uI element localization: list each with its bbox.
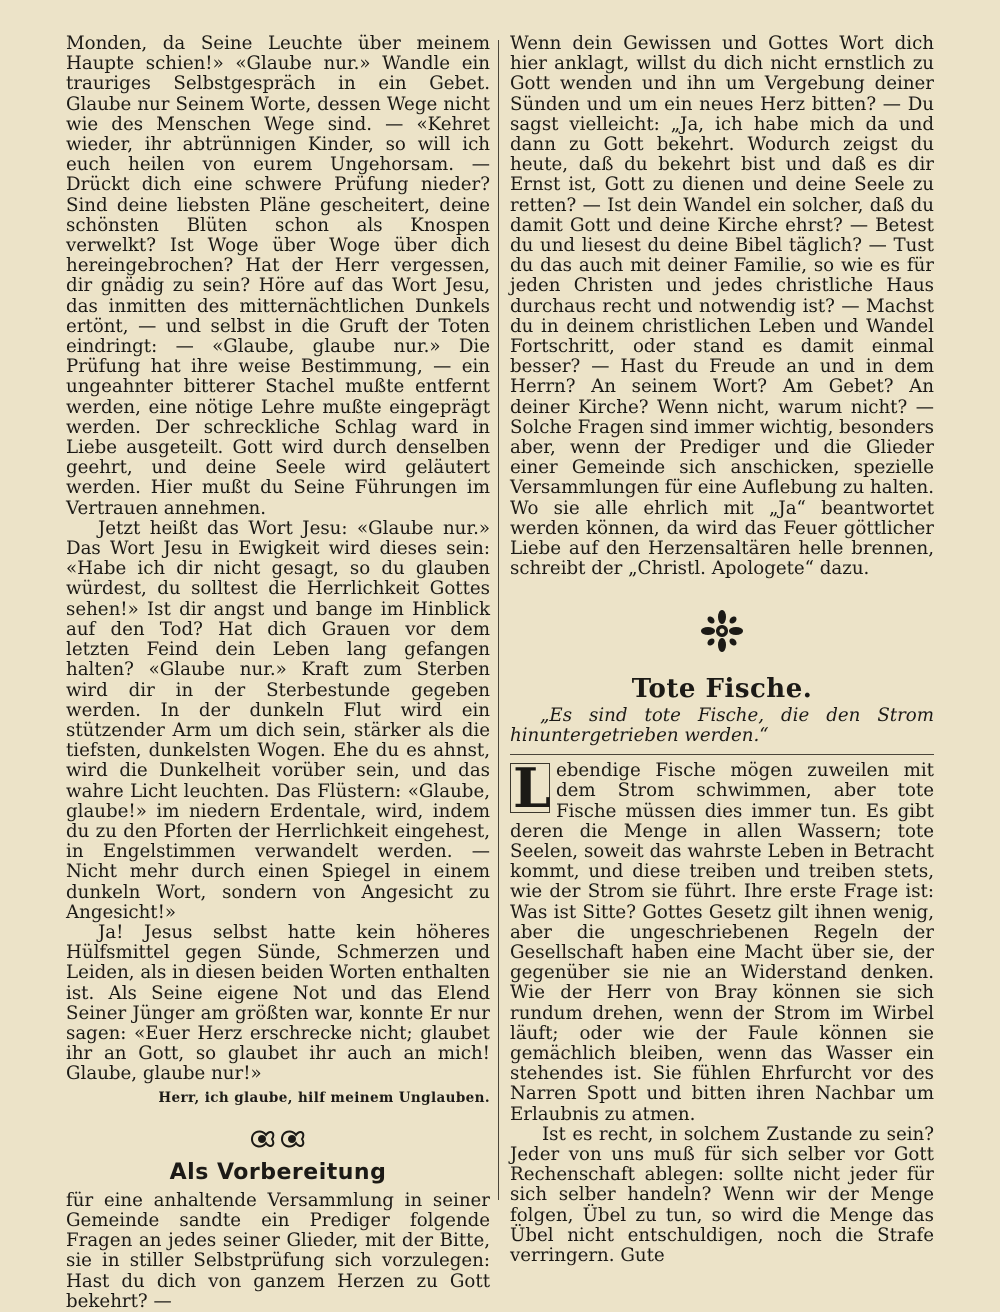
column-divider xyxy=(498,40,499,1200)
left-paragraph-3: Ja! Jesus selbst hatte kein höheres Hülfsmittel gegen Sünde, Schmerzen und Leiden, als in diesen beiden Worten enthalten ist. Als Seine eigene Not und das Elend Seiner Jünger am größten war, konnte Er nur sagen: «Euer Herz erschrecke nicht; glaubet ihr an Gott, so glaubet ihr auch an mich! Glaube, glaube nur!» xyxy=(66,921,490,1085)
left-paragraph-1: Monden, da Seine Leuchte über meinem Haupte schien!» «Glaube nur.» Wandle ein trauriges Selbstgespräch in ein Gebet. Glaube nur Seinem Worte, dessen Wege nicht wie des Menschen Wege sind. — «Kehret wieder, ihr abtrünnigen Kinder, so will ich euch heilen von eurem Ungehorsam. — Drückt dich eine schwere Prüfung nieder? Sind deine liebsten Pläne gescheitert, deine schönsten Blüten schon als Knospen verwelkt? Ist Woge über Woge über dich hereingebrochen? Hat der Herr vergessen, dir gnädig zu sein? Höre auf das Wort Jesu, das inmitten des mitternächtlichen Dunkels ertönt, — und selbst in die Gruft der Toten eindringt: — «Glaube, glaube nur.» Die Prüfung hat ihre weise Bestimmung, — ein ungeahnter bitterer Stachel mußte entfernt werden, eine nötige Lehre mußte eingeprägt werden. Der schreckliche Schlag ward in Liebe ausgeteilt. Gott wird durch denselben geehrt, und deine Seele wird geläutert werden. Hier mußt du Seine Führungen im Vertrauen annehmen. xyxy=(66,33,490,519)
ornament-divider-right xyxy=(510,609,934,653)
floral-ornament-icon xyxy=(696,609,748,653)
ornament-divider-left xyxy=(66,1125,490,1155)
right-paragraph-3: Ist es recht, in solchem Zustande zu sein? Jeder von uns muß für sich selber vor Gott Rechenschaft ablegen: sollte nicht jeder für sich selber handeln? Wenn wir der Menge folgen, Übel zu tun, so wird die Menge das Übel nicht entschuldigen, noch die Strafe verringern. Gute xyxy=(510,1123,934,1266)
signature-line: Herr, ich glaube, hilf meinem Unglauben. xyxy=(158,1089,490,1106)
right-paragraph-2: ebendige Fische mögen zuweilen mit dem Strom schwimmen, aber tote Fische müssen dies immer tun. Es gibt deren die Menge in allen Wassern; tote Seelen, soweit das wahrste Leben in Betracht kommt, und diese treiben und treiben stets, wie der Strom sie führt. Ihre erste Frage ist: Was ist Sitte? Gottes Gesetz gilt ihnen wenig, aber die ungeschriebenen Regeln der Gesellschaft haben eine Macht über sie, der gegenüber sie nie an Widerstand denken. Wie der Herr von Bray können sie sich rundum drehen, wenn der Strom im Wirbel läuft; oder wie der Faule können sie gemächlich bleiben, wenn das Wasser ein stehendes ist. Sie fühlen Ehrfurcht vor des Narren Spott und bitten ihren Nachbar um Erlaubnis zu atmen. xyxy=(510,760,934,1125)
epigraph: „Es sind tote Fische, die den Strom hinuntergetrieben werden.“ xyxy=(510,704,934,746)
section-title-vorbereitung: Als Vorbereitung xyxy=(169,1159,387,1185)
left-paragraph-4: für eine anhaltende Versammlung in seiner Gemeinde sandte ein Prediger folgende Fragen an jedes seiner Glieder, mit der Bitte, sie in stiller Selbstprüfung sich vorzulegen: Hast du dich von ganzem Herzen zu Gott bekehrt? — xyxy=(66,1189,490,1312)
rule-line xyxy=(510,754,934,755)
section-title-tote-fische: Tote Fische. xyxy=(631,674,813,705)
left-column xyxy=(66,34,490,1312)
right-paragraph-1: Wenn dein Gewissen und Gottes Wort dich hier anklagt, willst du dich nicht ernstlich zu Gott wenden und ihn um Vergebung deiner Sünden und um ein neues Herz bitten? — Du sagst vielleicht: „Ja, ich habe mich da und dann zu Gott bekehrt. Wodurch zeigst du heute, daß du bekehrt bist und daß es dir Ernst ist, Gott zu dienen und deine Seele zu retten? — Ist dein Wandel ein solcher, daß du damit Gott und deine Kirche ehrst? — Betest du und liesest du deine Bibel täglich? — Tust du das auch mit deiner Familie, so wie es für jeden Christen und jedes christliche Haus durchaus recht und notwendig ist? — Machst du in deinem christlichen Leben und Wandel Fortschritt, oder stand es damit einmal besser? — Hast du Freude an und in dem Herrn? An seinem Wort? Am Gebet? An deiner Kirche? Wenn nicht, warum nicht? — Solche Fragen sind immer wichtig, besonders aber, wenn der Prediger und die Glieder einer Gemeinde sich anschicken, spezielle Versammlungen für eine Auflebung zu halten. Wo sie alle ehrlich mit „Ja“ beantwortet werden können, da wird das Feuer göttlicher Liebe auf den Herzensaltären helle brennen, schreibt der „Christl. Apologete“ dazu. xyxy=(510,33,935,580)
drop-cap: L xyxy=(510,763,550,813)
right-column xyxy=(510,34,934,1266)
left-paragraph-2: Jetzt heißt das Wort Jesu: «Glaube nur.» Das Wort Jesu in Ewigkeit wird dieses sein: «Habe ich dir nicht gesagt, so du glauben würdest, du solltest die Herrlichkeit Gottes sehen!» Ist dir angst und bange im Hinblick auf den Tod? Hat dich Grauen vor dem letzten Feind dein Leben lang gefangen halten? «Glaube nur.» Kraft zum Sterben wird dir in der Sterbestunde gegeben werden. In der dunkeln Flut wird ein stützender Arm um dich sein, stärker als die tiefsten, dunkelsten Wogen. Ehe du es ahnst, wird die Dunkelheit vorüber sein, und das wahre Licht leuchten. Das Flüstern: «Glaube, glaube!» im niedern Erdentale, wird, indem du zu den Pforten der Herrlichkeit eingehest, in Engelstimmen verwandelt werden. — Nicht mehr durch einen Spiegel in einem dunkeln Wort, sondern von Angesicht zu Angesicht!» xyxy=(66,517,490,923)
ornament-icon xyxy=(248,1125,308,1153)
